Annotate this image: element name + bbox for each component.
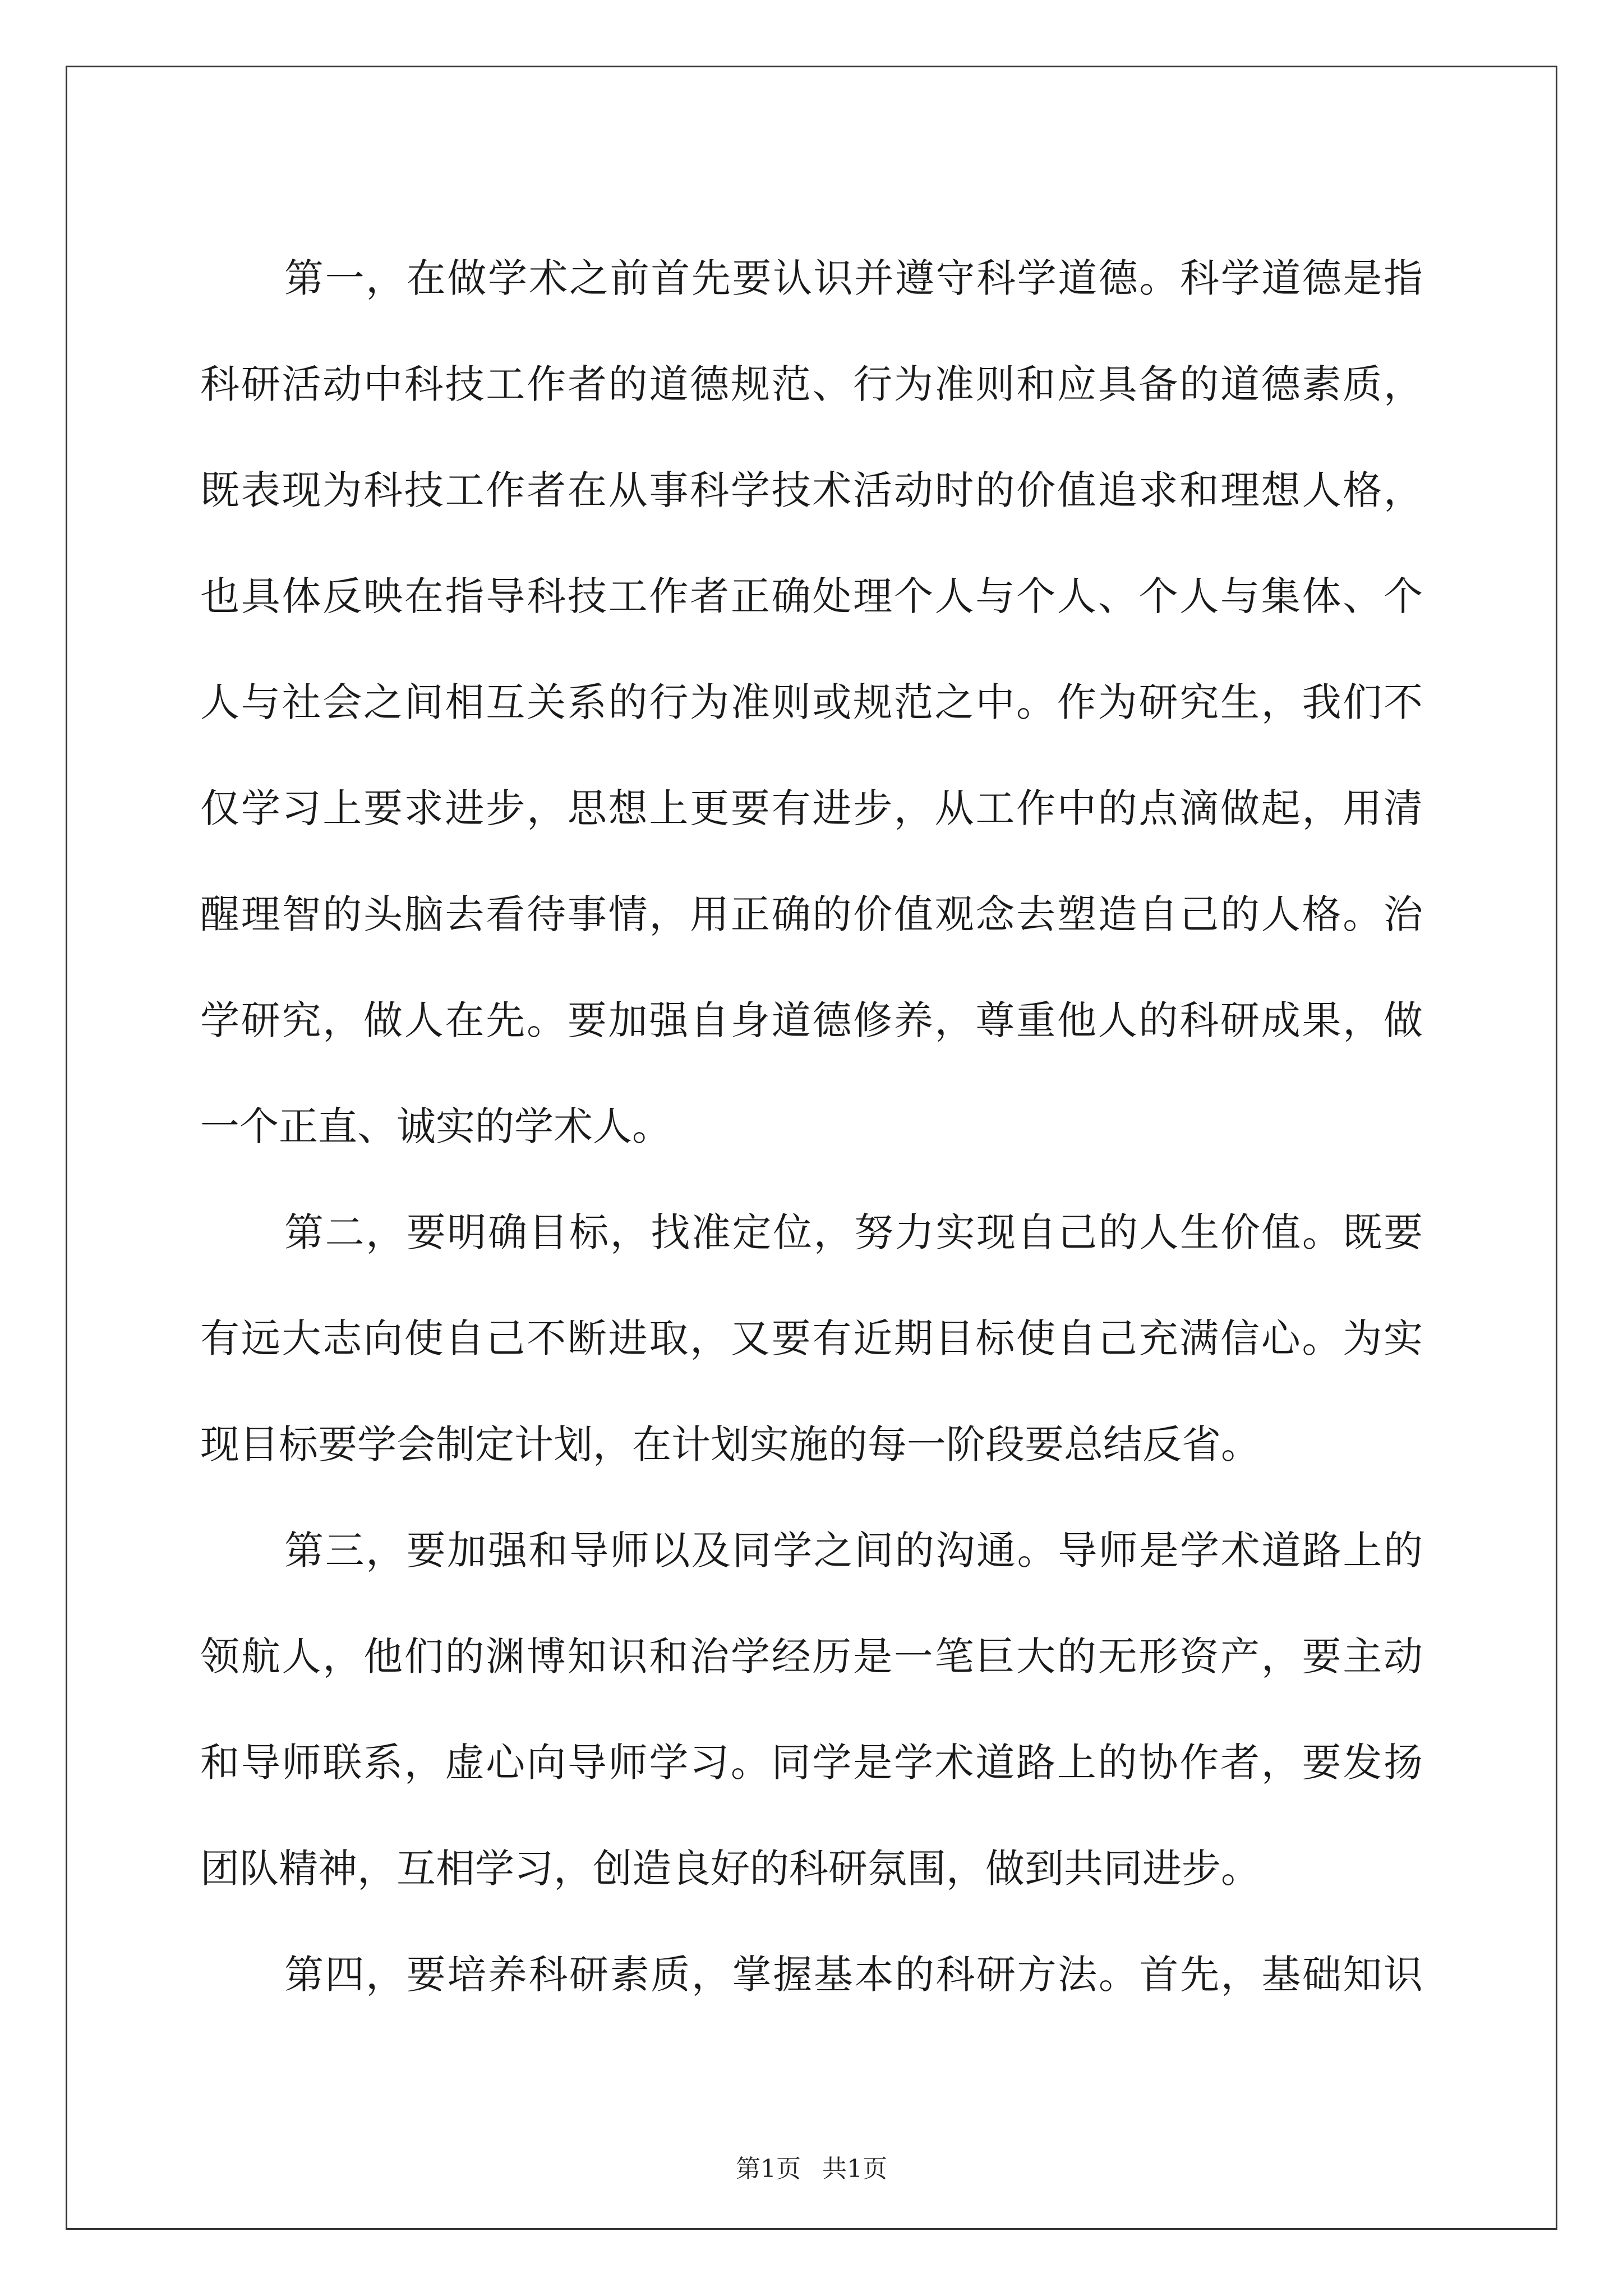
text-line: 学研究，做人在先。要加强自身道德修养，尊重他人的科研成果，做 [200, 997, 1423, 1043]
text-line: 领航人，他们的渊博知识和治学经历是一笔巨大的无形资产，要主动 [200, 1634, 1423, 1680]
text-line: 仅学习上要求进步，思想上更要有进步，从工作中的点滴做起，用清 [200, 785, 1423, 831]
text-line: 有远大志向使自己不断进取，又要有近期目标使自己充满信心。为实 [200, 1315, 1423, 1361]
text-line: 第四，要培养科研素质，掌握基本的科研方法。首先，基础知识 [284, 1952, 1423, 1998]
text-line: 团队精神，互相学习，创造良好的科研氛围，做到共同进步。 [200, 1846, 1260, 1892]
text-line: 第三，要加强和导师以及同学之间的沟通。导师是学术道路上的 [284, 1527, 1423, 1573]
text-line: 既表现为科技工作者在从事科学技术活动时的价值追求和理想人格， [200, 467, 1423, 513]
text-line: 科研活动中科技工作者的道德规范、行为准则和应具备的道德素质， [200, 361, 1423, 407]
text-line: 一个正直、诚实的学术人。 [200, 1103, 671, 1149]
text-line: 也具体反映在指导科技工作者正确处理个人与个人、个人与集体、个 [200, 573, 1423, 619]
page-number: 第1页 [736, 2155, 801, 2183]
text-line: 和导师联系，虚心向导师学习。同学是学术道路上的协作者，要发扬 [200, 1740, 1423, 1786]
text-line: 醒理智的头脑去看待事情，用正确的价值观念去塑造自己的人格。治 [200, 891, 1423, 937]
page-footer [0, 2148, 1623, 2184]
page-total: 共1页 [822, 2155, 887, 2183]
text-line: 第二，要明确目标，找准定位，努力实现自己的人生价值。既要 [284, 1209, 1423, 1255]
document-body [200, 226, 1423, 2028]
text-line: 现目标要学会制定计划，在计划实施的每一阶段要总结反省。 [200, 1421, 1260, 1467]
text-line: 人与社会之间相互关系的行为准则或规范之中。作为研究生，我们不 [200, 679, 1423, 725]
text-line: 第一，在做学术之前首先要认识并遵守科学道德。科学道德是指 [284, 255, 1423, 301]
